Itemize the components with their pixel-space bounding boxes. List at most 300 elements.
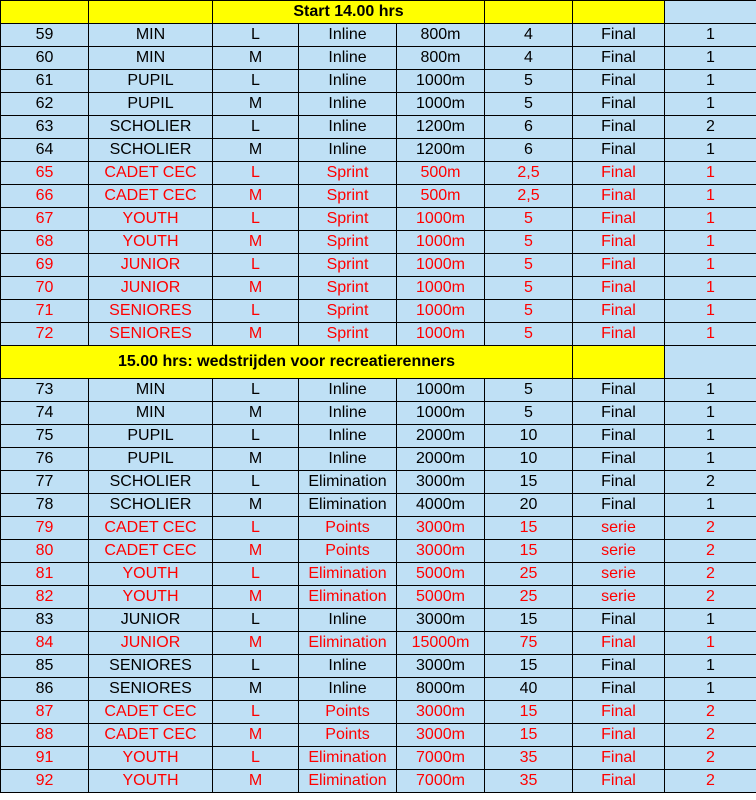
round-cell: serie — [573, 540, 665, 563]
gender-cell: M — [213, 185, 299, 208]
category-cell: SENIORES — [89, 300, 213, 323]
table-row — [1, 724, 756, 747]
laps-cell: 2,5 — [485, 162, 573, 185]
gender-cell: M — [213, 231, 299, 254]
round-cell: Final — [573, 139, 665, 162]
round-cell: Final — [573, 609, 665, 632]
distance-cell: 1200m — [397, 116, 485, 139]
race-type-cell: Elimination — [299, 632, 397, 655]
gender-cell: M — [213, 586, 299, 609]
laps-cell: 10 — [485, 425, 573, 448]
distance-cell: 1000m — [397, 323, 485, 346]
heats-cell: 1 — [665, 185, 756, 208]
heats-cell: 2 — [665, 701, 756, 724]
round-cell: Final — [573, 254, 665, 277]
round-cell: Final — [573, 678, 665, 701]
race-type-cell: Sprint — [299, 231, 397, 254]
race-type-cell: Inline — [299, 609, 397, 632]
laps-cell: 5 — [485, 323, 573, 346]
distance-cell: 3000m — [397, 655, 485, 678]
laps-cell: 35 — [485, 747, 573, 770]
gender-cell: L — [213, 471, 299, 494]
gender-cell: L — [213, 655, 299, 678]
gender-cell: L — [213, 300, 299, 323]
distance-cell: 1000m — [397, 70, 485, 93]
gender-cell: L — [213, 701, 299, 724]
category-cell: CADET CEC — [89, 724, 213, 747]
heats-cell: 1 — [665, 632, 756, 655]
gender-cell: L — [213, 609, 299, 632]
table-row — [1, 379, 756, 402]
gender-cell: L — [213, 208, 299, 231]
round-cell: Final — [573, 632, 665, 655]
heats-cell: 1 — [665, 655, 756, 678]
heats-cell: 1 — [665, 425, 756, 448]
category-cell: YOUTH — [89, 231, 213, 254]
table-row — [1, 300, 756, 323]
round-cell: Final — [573, 701, 665, 724]
distance-cell: 4000m — [397, 494, 485, 517]
table-row — [1, 678, 756, 701]
distance-cell: 1200m — [397, 139, 485, 162]
gender-cell: L — [213, 379, 299, 402]
heats-cell: 2 — [665, 563, 756, 586]
race-number-cell: 70 — [1, 277, 89, 300]
distance-cell: 3000m — [397, 471, 485, 494]
header-empty-cell — [1, 1, 89, 24]
table-row — [1, 586, 756, 609]
category-cell: YOUTH — [89, 563, 213, 586]
distance-cell: 1000m — [397, 277, 485, 300]
gender-cell: L — [213, 425, 299, 448]
distance-cell: 3000m — [397, 609, 485, 632]
distance-cell: 500m — [397, 185, 485, 208]
heats-cell: 1 — [665, 277, 756, 300]
laps-cell: 5 — [485, 277, 573, 300]
distance-cell: 1000m — [397, 300, 485, 323]
laps-cell: 5 — [485, 208, 573, 231]
round-cell: Final — [573, 425, 665, 448]
gender-cell: L — [213, 24, 299, 47]
race-type-cell: Points — [299, 517, 397, 540]
race-number-cell: 92 — [1, 770, 89, 793]
table-row — [1, 655, 756, 678]
round-cell: Final — [573, 747, 665, 770]
race-number-cell: 80 — [1, 540, 89, 563]
distance-cell: 1000m — [397, 93, 485, 116]
laps-cell: 4 — [485, 24, 573, 47]
race-type-cell: Inline — [299, 425, 397, 448]
section-title-start: Start 14.00 hrs — [213, 1, 485, 24]
heats-cell: 2 — [665, 770, 756, 793]
distance-cell: 7000m — [397, 747, 485, 770]
category-cell: CADET CEC — [89, 540, 213, 563]
race-type-cell: Inline — [299, 47, 397, 70]
race-type-cell: Points — [299, 701, 397, 724]
laps-cell: 15 — [485, 471, 573, 494]
distance-cell: 800m — [397, 24, 485, 47]
heats-cell: 2 — [665, 724, 756, 747]
laps-cell: 5 — [485, 300, 573, 323]
race-number-cell: 66 — [1, 185, 89, 208]
distance-cell: 1000m — [397, 231, 485, 254]
table-row — [1, 747, 756, 770]
heats-cell: 1 — [665, 402, 756, 425]
laps-cell: 5 — [485, 379, 573, 402]
heats-cell: 2 — [665, 116, 756, 139]
gender-cell: L — [213, 563, 299, 586]
table-row — [1, 277, 756, 300]
heats-cell: 2 — [665, 517, 756, 540]
header-empty-cell — [665, 1, 756, 24]
heats-cell: 1 — [665, 231, 756, 254]
category-cell: MIN — [89, 402, 213, 425]
laps-cell: 20 — [485, 494, 573, 517]
race-type-cell: Sprint — [299, 162, 397, 185]
race-number-cell: 74 — [1, 402, 89, 425]
race-number-cell: 65 — [1, 162, 89, 185]
category-cell: MIN — [89, 24, 213, 47]
race-type-cell: Elimination — [299, 494, 397, 517]
distance-cell: 500m — [397, 162, 485, 185]
category-cell: YOUTH — [89, 586, 213, 609]
distance-cell: 8000m — [397, 678, 485, 701]
round-cell: serie — [573, 517, 665, 540]
table-row — [1, 323, 756, 346]
race-number-cell: 64 — [1, 139, 89, 162]
table-row — [1, 609, 756, 632]
heats-cell: 1 — [665, 678, 756, 701]
round-cell: Final — [573, 93, 665, 116]
gender-cell: L — [213, 70, 299, 93]
round-cell: Final — [573, 300, 665, 323]
laps-cell: 25 — [485, 563, 573, 586]
laps-cell: 15 — [485, 609, 573, 632]
race-number-cell: 59 — [1, 24, 89, 47]
gender-cell: M — [213, 139, 299, 162]
distance-cell: 3000m — [397, 701, 485, 724]
race-number-cell: 75 — [1, 425, 89, 448]
distance-cell: 3000m — [397, 540, 485, 563]
table-row — [1, 471, 756, 494]
table-row — [1, 540, 756, 563]
round-cell: Final — [573, 47, 665, 70]
distance-cell: 1000m — [397, 208, 485, 231]
heats-cell: 1 — [665, 448, 756, 471]
race-number-cell: 68 — [1, 231, 89, 254]
section-title-recreational: 15.00 hrs: wedstrijden voor recreatierenners — [1, 346, 573, 379]
gender-cell: M — [213, 448, 299, 471]
race-number-cell: 83 — [1, 609, 89, 632]
laps-cell: 5 — [485, 93, 573, 116]
category-cell: SCHOLIER — [89, 494, 213, 517]
laps-cell: 4 — [485, 47, 573, 70]
race-type-cell: Inline — [299, 24, 397, 47]
table-row — [1, 494, 756, 517]
round-cell: Final — [573, 24, 665, 47]
race-number-cell: 82 — [1, 586, 89, 609]
category-cell: SCHOLIER — [89, 139, 213, 162]
race-type-cell: Elimination — [299, 586, 397, 609]
table-row — [1, 563, 756, 586]
category-cell: SCHOLIER — [89, 471, 213, 494]
category-cell: PUPIL — [89, 70, 213, 93]
header-empty-cell — [665, 346, 756, 379]
header-empty-cell — [485, 1, 573, 24]
distance-cell: 2000m — [397, 448, 485, 471]
laps-cell: 5 — [485, 254, 573, 277]
gender-cell: L — [213, 254, 299, 277]
table-body — [1, 1, 756, 793]
round-cell: Final — [573, 402, 665, 425]
heats-cell: 2 — [665, 540, 756, 563]
heats-cell: 1 — [665, 300, 756, 323]
category-cell: JUNIOR — [89, 254, 213, 277]
race-number-cell: 60 — [1, 47, 89, 70]
gender-cell: M — [213, 632, 299, 655]
category-cell: SCHOLIER — [89, 116, 213, 139]
race-type-cell: Points — [299, 540, 397, 563]
race-type-cell: Inline — [299, 402, 397, 425]
heats-cell: 1 — [665, 47, 756, 70]
table-row — [1, 425, 756, 448]
category-cell: CADET CEC — [89, 162, 213, 185]
gender-cell: M — [213, 540, 299, 563]
distance-cell: 15000m — [397, 632, 485, 655]
laps-cell: 10 — [485, 448, 573, 471]
laps-cell: 35 — [485, 770, 573, 793]
category-cell: SENIORES — [89, 323, 213, 346]
race-number-cell: 79 — [1, 517, 89, 540]
round-cell: Final — [573, 185, 665, 208]
race-number-cell: 62 — [1, 93, 89, 116]
table-row — [1, 402, 756, 425]
round-cell: Final — [573, 471, 665, 494]
round-cell: Final — [573, 379, 665, 402]
distance-cell: 5000m — [397, 563, 485, 586]
laps-cell: 75 — [485, 632, 573, 655]
round-cell: Final — [573, 494, 665, 517]
section-header-recreational — [1, 346, 756, 379]
category-cell: CADET CEC — [89, 701, 213, 724]
race-number-cell: 77 — [1, 471, 89, 494]
race-type-cell: Sprint — [299, 277, 397, 300]
race-type-cell: Sprint — [299, 185, 397, 208]
heats-cell: 1 — [665, 494, 756, 517]
race-number-cell: 78 — [1, 494, 89, 517]
distance-cell: 3000m — [397, 724, 485, 747]
race-type-cell: Inline — [299, 139, 397, 162]
laps-cell: 6 — [485, 116, 573, 139]
race-number-cell: 81 — [1, 563, 89, 586]
race-number-cell: 76 — [1, 448, 89, 471]
laps-cell: 6 — [485, 139, 573, 162]
gender-cell: M — [213, 277, 299, 300]
laps-cell: 5 — [485, 70, 573, 93]
heats-cell: 1 — [665, 208, 756, 231]
gender-cell: L — [213, 747, 299, 770]
gender-cell: M — [213, 323, 299, 346]
race-number-cell: 91 — [1, 747, 89, 770]
distance-cell: 7000m — [397, 770, 485, 793]
table-row — [1, 448, 756, 471]
distance-cell: 1000m — [397, 379, 485, 402]
category-cell: JUNIOR — [89, 632, 213, 655]
table-row — [1, 70, 756, 93]
race-number-cell: 67 — [1, 208, 89, 231]
race-number-cell: 87 — [1, 701, 89, 724]
distance-cell: 5000m — [397, 586, 485, 609]
race-number-cell: 84 — [1, 632, 89, 655]
race-type-cell: Inline — [299, 93, 397, 116]
gender-cell: M — [213, 93, 299, 116]
section-header-start — [1, 1, 756, 24]
round-cell: Final — [573, 116, 665, 139]
laps-cell: 5 — [485, 402, 573, 425]
race-number-cell: 71 — [1, 300, 89, 323]
category-cell: MIN — [89, 379, 213, 402]
round-cell: Final — [573, 277, 665, 300]
table-row — [1, 116, 756, 139]
race-number-cell: 63 — [1, 116, 89, 139]
heats-cell: 2 — [665, 747, 756, 770]
race-type-cell: Sprint — [299, 254, 397, 277]
heats-cell: 2 — [665, 586, 756, 609]
race-number-cell: 88 — [1, 724, 89, 747]
laps-cell: 15 — [485, 701, 573, 724]
category-cell: PUPIL — [89, 448, 213, 471]
race-type-cell: Inline — [299, 379, 397, 402]
race-type-cell: Sprint — [299, 323, 397, 346]
race-type-cell: Elimination — [299, 747, 397, 770]
header-empty-cell — [573, 1, 665, 24]
category-cell: CADET CEC — [89, 517, 213, 540]
race-type-cell: Elimination — [299, 471, 397, 494]
heats-cell: 1 — [665, 93, 756, 116]
race-type-cell: Inline — [299, 655, 397, 678]
table-row — [1, 208, 756, 231]
heats-cell: 2 — [665, 471, 756, 494]
laps-cell: 25 — [485, 586, 573, 609]
race-type-cell: Elimination — [299, 770, 397, 793]
heats-cell: 1 — [665, 139, 756, 162]
laps-cell: 15 — [485, 655, 573, 678]
heats-cell: 1 — [665, 70, 756, 93]
gender-cell: L — [213, 116, 299, 139]
round-cell: serie — [573, 586, 665, 609]
heats-cell: 1 — [665, 24, 756, 47]
heats-cell: 1 — [665, 254, 756, 277]
gender-cell: M — [213, 494, 299, 517]
race-number-cell: 86 — [1, 678, 89, 701]
category-cell: PUPIL — [89, 93, 213, 116]
category-cell: JUNIOR — [89, 609, 213, 632]
table-row — [1, 93, 756, 116]
race-type-cell: Elimination — [299, 563, 397, 586]
table-row — [1, 632, 756, 655]
gender-cell: L — [213, 162, 299, 185]
table-row — [1, 162, 756, 185]
race-number-cell: 61 — [1, 70, 89, 93]
table-row — [1, 24, 756, 47]
category-cell: JUNIOR — [89, 277, 213, 300]
category-cell: PUPIL — [89, 425, 213, 448]
round-cell: Final — [573, 448, 665, 471]
round-cell: Final — [573, 655, 665, 678]
table-row — [1, 770, 756, 793]
round-cell: Final — [573, 770, 665, 793]
laps-cell: 2,5 — [485, 185, 573, 208]
race-number-cell: 85 — [1, 655, 89, 678]
race-type-cell: Inline — [299, 448, 397, 471]
gender-cell: M — [213, 402, 299, 425]
race-type-cell: Inline — [299, 70, 397, 93]
category-cell: YOUTH — [89, 747, 213, 770]
round-cell: Final — [573, 231, 665, 254]
laps-cell: 15 — [485, 540, 573, 563]
category-cell: YOUTH — [89, 770, 213, 793]
category-cell: SENIORES — [89, 655, 213, 678]
category-cell: MIN — [89, 47, 213, 70]
gender-cell: M — [213, 47, 299, 70]
gender-cell: M — [213, 678, 299, 701]
table-row — [1, 47, 756, 70]
race-number-cell: 72 — [1, 323, 89, 346]
distance-cell: 2000m — [397, 425, 485, 448]
laps-cell: 5 — [485, 231, 573, 254]
heats-cell: 1 — [665, 323, 756, 346]
table-row — [1, 139, 756, 162]
race-number-cell: 73 — [1, 379, 89, 402]
race-type-cell: Sprint — [299, 208, 397, 231]
round-cell: Final — [573, 724, 665, 747]
table-row — [1, 231, 756, 254]
table-row — [1, 517, 756, 540]
table-row — [1, 254, 756, 277]
race-type-cell: Sprint — [299, 300, 397, 323]
header-empty-cell — [89, 1, 213, 24]
laps-cell: 15 — [485, 724, 573, 747]
laps-cell: 40 — [485, 678, 573, 701]
distance-cell: 1000m — [397, 254, 485, 277]
gender-cell: L — [213, 517, 299, 540]
round-cell: Final — [573, 70, 665, 93]
header-empty-cell — [573, 346, 665, 379]
heats-cell: 1 — [665, 609, 756, 632]
table-row — [1, 185, 756, 208]
round-cell: Final — [573, 162, 665, 185]
race-type-cell: Points — [299, 724, 397, 747]
heats-cell: 1 — [665, 379, 756, 402]
round-cell: Final — [573, 323, 665, 346]
laps-cell: 15 — [485, 517, 573, 540]
round-cell: serie — [573, 563, 665, 586]
round-cell: Final — [573, 208, 665, 231]
category-cell: SENIORES — [89, 678, 213, 701]
category-cell: CADET CEC — [89, 185, 213, 208]
table-row — [1, 701, 756, 724]
distance-cell: 3000m — [397, 517, 485, 540]
race-number-cell: 69 — [1, 254, 89, 277]
gender-cell: M — [213, 724, 299, 747]
category-cell: YOUTH — [89, 208, 213, 231]
gender-cell: M — [213, 770, 299, 793]
distance-cell: 1000m — [397, 402, 485, 425]
distance-cell: 800m — [397, 47, 485, 70]
heats-cell: 1 — [665, 162, 756, 185]
race-type-cell: Inline — [299, 678, 397, 701]
race-type-cell: Inline — [299, 116, 397, 139]
